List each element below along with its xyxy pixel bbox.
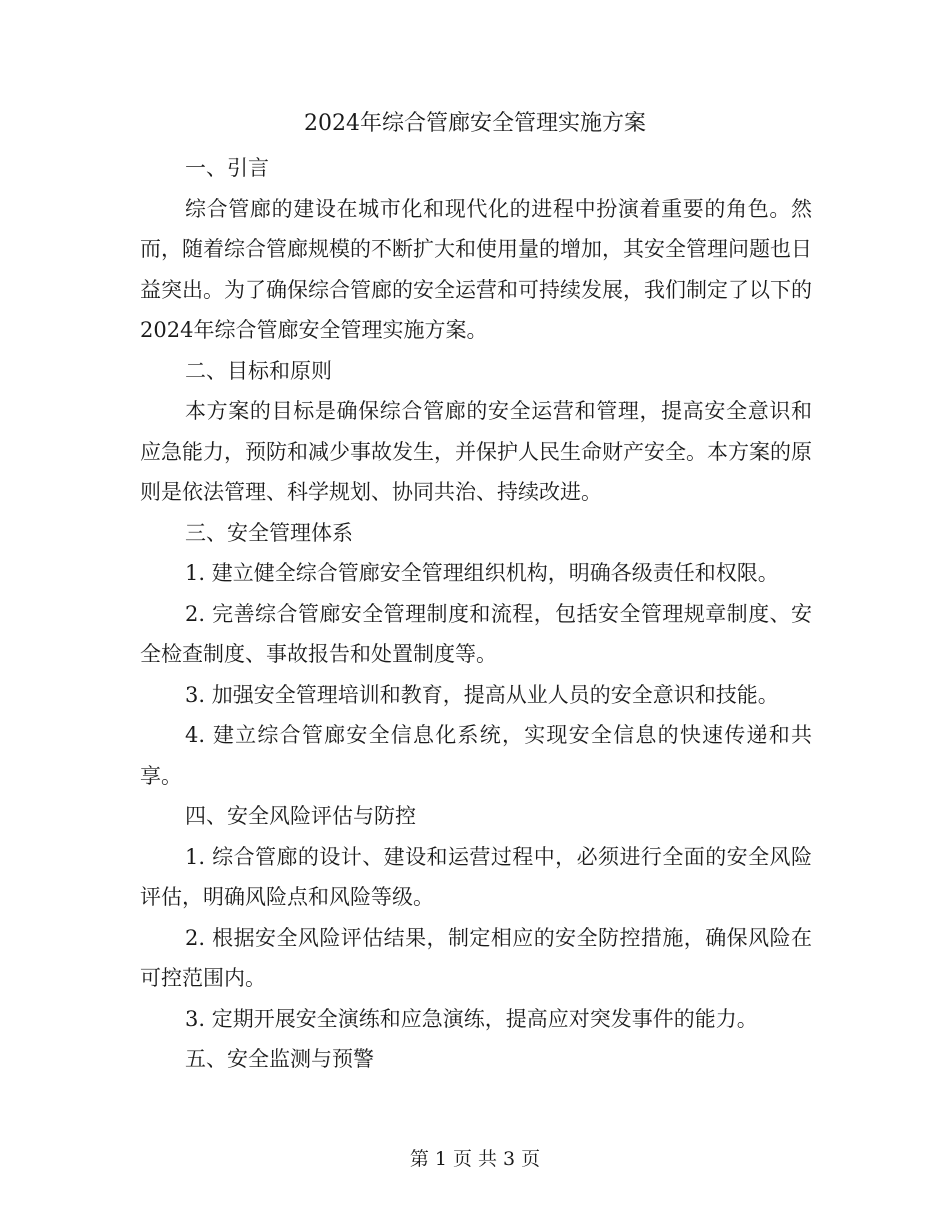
paragraph-goals: 本方案的目标是确保综合管廊的安全运营和管理，提高安全意识和应急能力，预防和减少事故发生，并保护人民生命财产安全。本方案的原则是依法管理、科学规划、协同共治、持续改进。	[140, 399, 812, 504]
section-heading-system: 三、安全管理体系	[185, 520, 353, 545]
list-item: 3. 定期开展安全演练和应急演练，提高应对突发事件的能力。	[185, 1006, 758, 1031]
list-item: 2. 根据安全风险评估结果，制定相应的安全防控措施，确保风险在可控范围内。	[140, 925, 812, 990]
list-item: 3. 加强安全管理培训和教育，提高从业人员的安全意识和技能。	[185, 682, 779, 707]
section-heading-monitoring: 五、安全监测与预警	[185, 1047, 374, 1071]
list-item: 2. 完善综合管廊安全管理制度和流程，包括安全管理规章制度、安全检查制度、事故报告和处置制度等。	[140, 601, 812, 666]
list-item: 1. 建立健全综合管廊安全管理组织机构，明确各级责任和权限。	[185, 561, 779, 585]
section-heading-intro: 一、引言	[185, 156, 269, 180]
section-heading-goals: 二、目标和原则	[185, 358, 332, 383]
document-title: 2024年综合管廊安全管理实施方案	[304, 111, 646, 136]
list-item: 4. 建立综合管廊安全信息化系统，实现安全信息的快速传递和共享。	[140, 723, 812, 788]
document-body	[140, 148, 812, 1080]
section-heading-risk: 四、安全风险评估与防控	[185, 804, 416, 828]
list-item: 1. 综合管廊的设计、建设和运营过程中，必须进行全面的安全风险评估，明确风险点和风险等级。	[140, 844, 812, 909]
page-footer: 第 1 页 共 3 页	[409, 1148, 541, 1170]
paragraph-intro: 综合管廊的建设在城市化和现代化的进程中扮演着重要的角色。然而，随着综合管廊规模的不断扩大和使用量的增加，其安全管理问题也日益突出。为了确保综合管廊的安全运营和可持续发展，我们制定了以下的2024年综合管廊安全管理实施方案。	[140, 196, 812, 342]
